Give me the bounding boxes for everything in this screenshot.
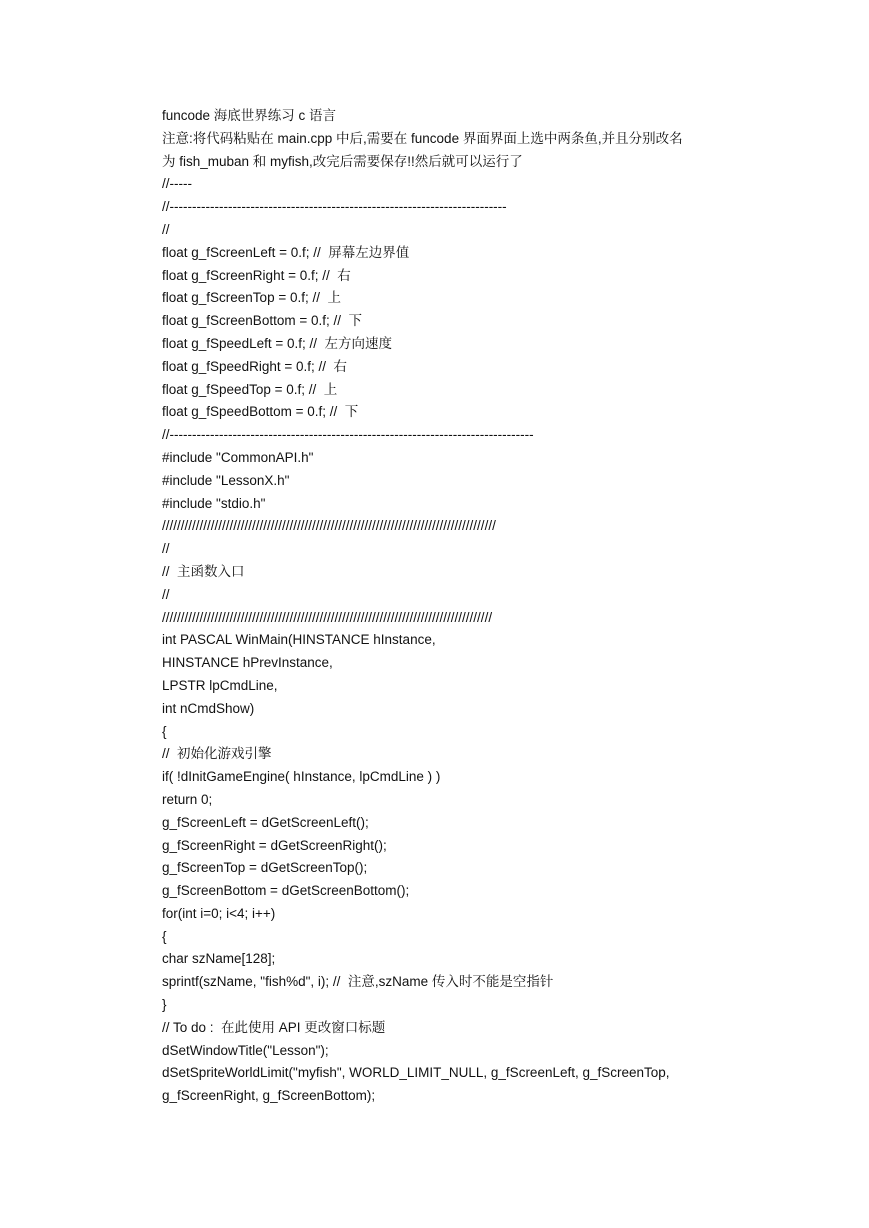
code-line: // — [162, 586, 170, 602]
doc-line-title: funcode 海底世界练习 c 语言 — [162, 108, 337, 123]
code-line: #include "stdio.h" — [162, 495, 266, 511]
code-line: g_fScreenTop = dGetScreenTop(); — [162, 860, 368, 876]
code-line: // 初始化游戏引擎 — [162, 746, 272, 762]
code-line: dSetWindowTitle("Lesson"); — [162, 1042, 329, 1058]
code-line: ///////////////////////////////////////////////////////////////////////////////////////// — [162, 518, 496, 534]
code-line: #include "LessonX.h" — [162, 472, 290, 488]
code-line: float g_fScreenBottom = 0.f; // 下 — [162, 313, 362, 329]
code-line: // To do : 在此使用 API 更改窗口标题 — [162, 1019, 386, 1035]
code-line: } — [162, 997, 167, 1013]
code-line: float g_fSpeedTop = 0.f; // 上 — [162, 381, 338, 397]
code-line: //--------------------------------------------------------------------------- — [162, 199, 507, 215]
code-line: g_fScreenRight = dGetScreenRight(); — [162, 837, 387, 853]
code-line: float g_fScreenLeft = 0.f; // 屏幕左边界值 — [162, 244, 410, 260]
doc-line-note-1: 注意:将代码粘贴在 main.cpp 中后,需要在 funcode 界面界面上选中两条鱼,并且分别改名 — [162, 130, 683, 146]
code-line: HINSTANCE hPrevInstance, — [162, 655, 333, 671]
code-line: int PASCAL WinMain(HINSTANCE hInstance, — [162, 632, 436, 648]
code-line: int nCmdShow) — [162, 700, 255, 716]
code-line: char szName[128]; — [162, 951, 276, 967]
code-line: sprintf(szName, "fish%d", i); // 注意,szName 传入时不能是空指针 — [162, 974, 554, 990]
code-line: //--------------------------------------------------------------------------------- — [162, 427, 534, 443]
code-line: { — [162, 928, 167, 944]
code-line: float g_fSpeedLeft = 0.f; // 左方向速度 — [162, 335, 392, 351]
code-line: LPSTR lpCmdLine, — [162, 677, 278, 693]
code-line: float g_fSpeedBottom = 0.f; // 下 — [162, 404, 359, 420]
code-line: // — [162, 541, 170, 557]
code-line: #include "CommonAPI.h" — [162, 449, 314, 465]
code-line: float g_fScreenTop = 0.f; // 上 — [162, 290, 341, 306]
code-text-body — [162, 105, 762, 1108]
code-line: return 0; — [162, 791, 213, 807]
code-line: //////////////////////////////////////////////////////////////////////////////////////// — [162, 609, 493, 625]
code-line: for(int i=0; i<4; i++) — [162, 905, 276, 921]
code-line: g_fScreenRight, g_fScreenBottom); — [162, 1088, 376, 1104]
code-line: g_fScreenLeft = dGetScreenLeft(); — [162, 814, 369, 830]
code-line: g_fScreenBottom = dGetScreenBottom(); — [162, 883, 410, 899]
code-line: //----- — [162, 176, 192, 192]
code-line: float g_fSpeedRight = 0.f; // 右 — [162, 358, 347, 374]
code-line: // — [162, 221, 170, 237]
doc-line-note-2: 为 fish_muban 和 myfish,改完后需要保存!!然后就可以运行了 — [162, 153, 523, 169]
code-line: float g_fScreenRight = 0.f; // 右 — [162, 267, 351, 283]
code-line: // 主函数入口 — [162, 563, 245, 579]
code-line: dSetSpriteWorldLimit("myfish", WORLD_LIMIT_NULL, g_fScreenLeft, g_fScreenTop, — [162, 1065, 670, 1081]
code-line: if( !dInitGameEngine( hInstance, lpCmdLine ) ) — [162, 769, 441, 785]
code-line: { — [162, 723, 167, 739]
